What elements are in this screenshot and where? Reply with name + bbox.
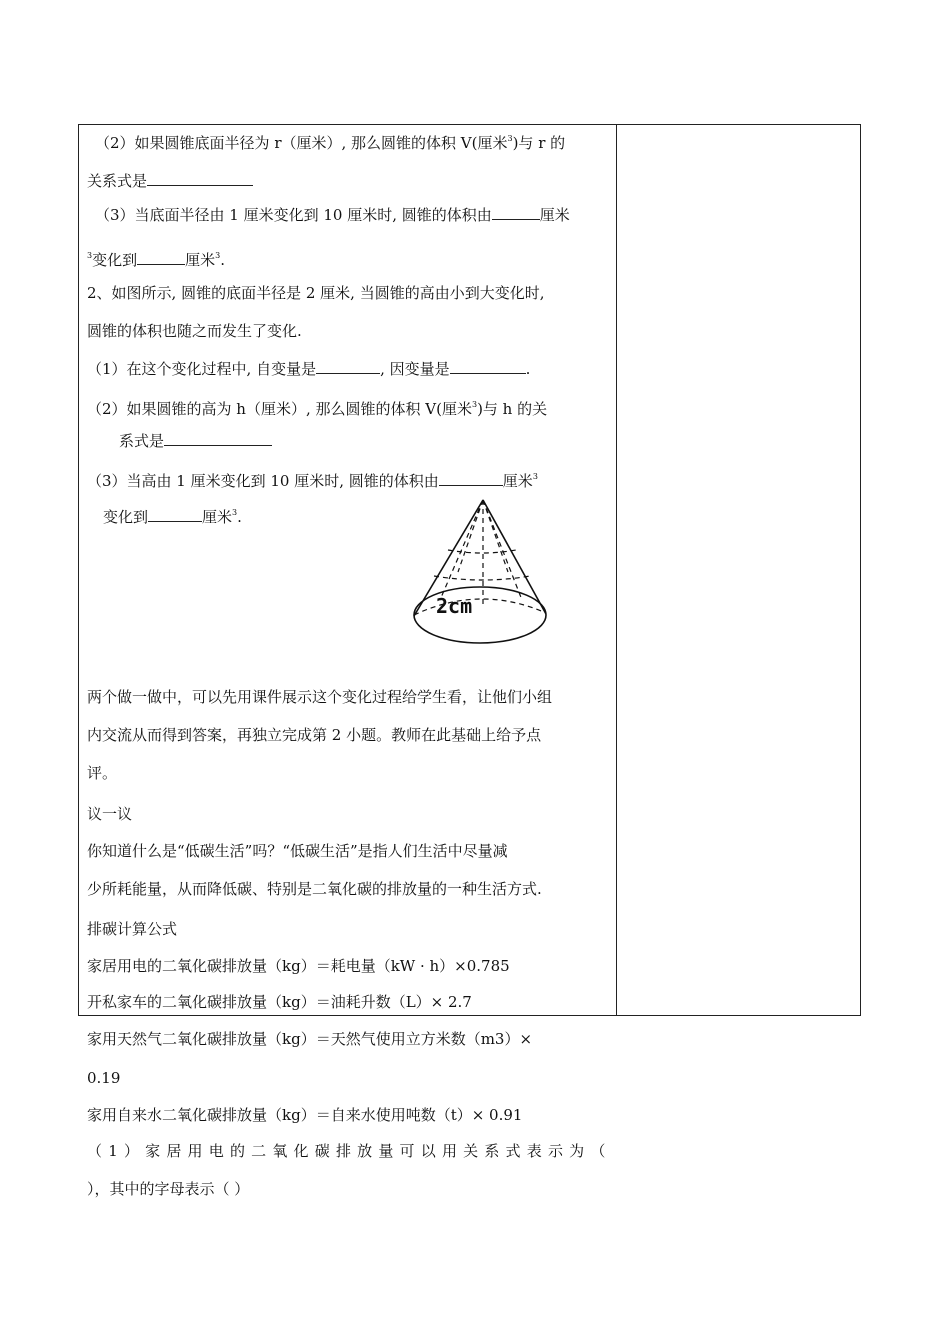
answer-blank[interactable] xyxy=(164,432,272,446)
formula-electricity: 家居用电的二氧化碳排放量（kg）＝耗电量（kW · h）×0.785 xyxy=(87,957,510,975)
note-line2: 内交流从而得到答案，再独立完成第 2 小题。教师在此基础上给予点 xyxy=(87,726,542,744)
cone-inner-line xyxy=(483,500,522,600)
answer-blank[interactable] xyxy=(439,472,503,486)
q2-part2-line1: （2）如果圆锥的高为 h（厘米）, 那么圆锥的体积 V(厘米$^3$)与 h 的关 xyxy=(87,400,548,418)
discuss-line1: 你知道什么是“低碳生活”吗？“低碳生活”是指人们生活中尽量减 xyxy=(87,842,508,860)
q2-part1: （1）在这个变化过程中, 自变量是 , 因变量是 . xyxy=(87,360,531,378)
formula-gas-line1: 家用天然气二氧化碳排放量（kg）＝天然气使用立方米数（m3）× xyxy=(87,1030,533,1048)
discuss-heading: 议一议 xyxy=(87,805,133,823)
note-line3: 评。 xyxy=(87,764,118,782)
q1-part3-line2: $^3$变化到 厘米$^3$. xyxy=(87,251,225,269)
answer-blank[interactable] xyxy=(492,206,540,220)
q2-intro-line2: 圆锥的体积也随之而发生了变化. xyxy=(87,322,302,340)
formula-gas-line2: 0.19 xyxy=(87,1069,121,1087)
q2-part2-line2: 系式是 xyxy=(119,431,272,451)
question-line2: ），其中的字母表示（ ） xyxy=(87,1180,250,1198)
cone-cross-section xyxy=(434,576,530,580)
cone-inner-line xyxy=(483,500,508,572)
cone-inner-line xyxy=(440,500,483,600)
note-line1: 两个做一做中，可以先用课件展示这个变化过程给学生看，让他们小组 xyxy=(87,688,553,706)
answer-blank[interactable] xyxy=(148,508,202,522)
cone-base xyxy=(414,587,546,643)
radius-label: 2cm xyxy=(436,594,473,618)
answer-blank[interactable] xyxy=(137,251,185,265)
cone-cross-section xyxy=(448,550,516,553)
q1-part2-line2: 关系式是 xyxy=(87,171,253,191)
q1-part3-line1: （3）当底面半径由 1 厘米变化到 10 厘米时, 圆锥的体积由 厘米 xyxy=(95,206,570,224)
discuss-line2: 少所耗能量，从而降低碳、特别是二氧化碳的排放量的一种生活方式. xyxy=(87,880,542,898)
answer-blank[interactable] xyxy=(316,360,380,374)
answer-blank[interactable] xyxy=(450,360,526,374)
cone-figure xyxy=(410,496,552,652)
q2-part3-line1: （3）当高由 1 厘米变化到 10 厘米时, 圆锥的体积由 厘米$^3$ xyxy=(87,472,538,490)
formula-water: 家用自来水二氧化碳排放量（kg）＝自来水使用吨数（t）× 0.91 xyxy=(87,1106,523,1124)
question-line1: （1）家居用电的二氧化碳排放量可以用关系式表示为（ xyxy=(87,1142,612,1160)
formula-car: 开私家车的二氧化碳排放量（kg）＝油耗升数（L）× 2.7 xyxy=(87,993,472,1011)
cone-base-back xyxy=(414,599,546,615)
notes-column xyxy=(617,125,860,1015)
cone-right-edge xyxy=(483,500,546,614)
q1-part2-line1: （2）如果圆锥底面半径为 r（厘米）, 那么圆锥的体积 V(厘米$^3$)与 r 的 xyxy=(95,134,566,152)
formula-title: 排碳计算公式 xyxy=(87,920,178,938)
q2-part3-line2: 变化到 厘米$^3$. xyxy=(103,508,242,526)
answer-blank[interactable] xyxy=(147,172,253,186)
q2-intro-line1: 2、如图所示, 圆锥的底面半径是 2 厘米, 当圆锥的高由小到大变化时, xyxy=(87,284,545,302)
